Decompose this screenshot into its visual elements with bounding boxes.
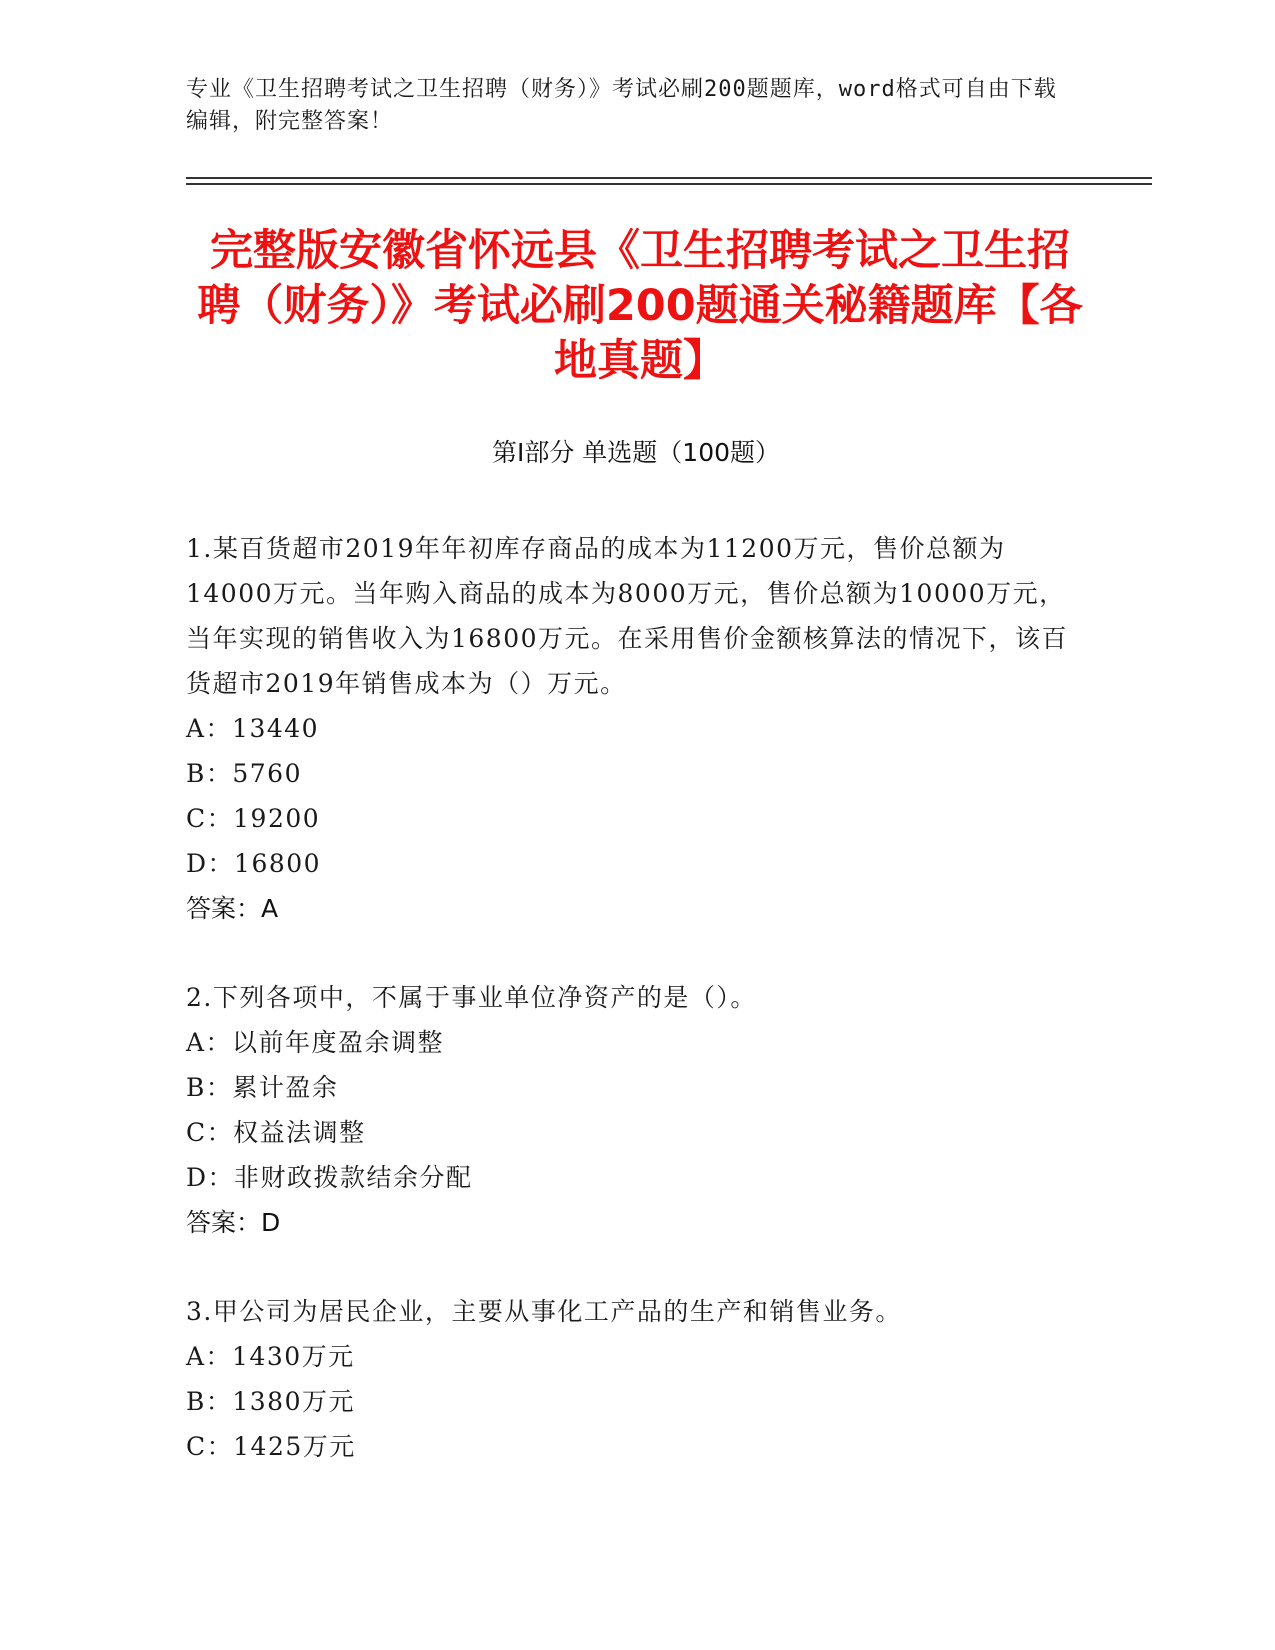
section-heading: 第I部分 单选题（100题） (491, 438, 781, 467)
option-a: A：以前年度盈余调整 (186, 1028, 445, 1057)
option-a: A：13440 (186, 714, 320, 743)
option-b: B：5760 (186, 759, 302, 788)
answer-line: 答案：D (186, 1208, 281, 1237)
header-note: 专业《卫生招聘考试之卫生招聘（财务）》考试必刷200题题库，word格式可自由下载编辑，附完整答案！ (186, 77, 1057, 134)
option-c: C：权益法调整 (186, 1118, 366, 1147)
header-divider-bottom (186, 183, 1152, 185)
question-3 (186, 1289, 1076, 1469)
option-b: B：累计盈余 (186, 1073, 339, 1102)
option-a: A：1430万元 (186, 1342, 355, 1371)
header-divider-top (186, 177, 1152, 179)
option-d: D：非财政拨款结余分配 (186, 1163, 473, 1192)
question-stem: 2.下列各项中，不属于事业单位净资产的是（）。 (186, 983, 757, 1012)
question-stem: 3.甲公司为居民企业，主要从事化工产品的生产和销售业务。 (186, 1297, 902, 1326)
question-1 (186, 526, 1076, 931)
answer-line: 答案：A (186, 894, 279, 923)
option-c: C：1425万元 (186, 1432, 356, 1461)
option-b: B：1380万元 (186, 1387, 355, 1416)
question-list (186, 526, 1076, 1513)
option-c: C：19200 (186, 804, 321, 833)
option-d: D：16800 (186, 849, 322, 878)
document-title: 完整版安徽省怀远县《卫生招聘考试之卫生招聘（财务）》考试必刷200题通关秘籍题库【各地真题】 (197, 226, 1083, 386)
question-stem: 1.某百货超市2019年年初库存商品的成本为11200万元，售价总额为14000万元。当年购入商品的成本为8000万元，售价总额为10000万元，当年实现的销售收入为16800万元。在采用售价金额核算法的情况下，该百货超市2019年销售成本为（）万元。 (186, 534, 1069, 698)
question-2 (186, 975, 1076, 1245)
